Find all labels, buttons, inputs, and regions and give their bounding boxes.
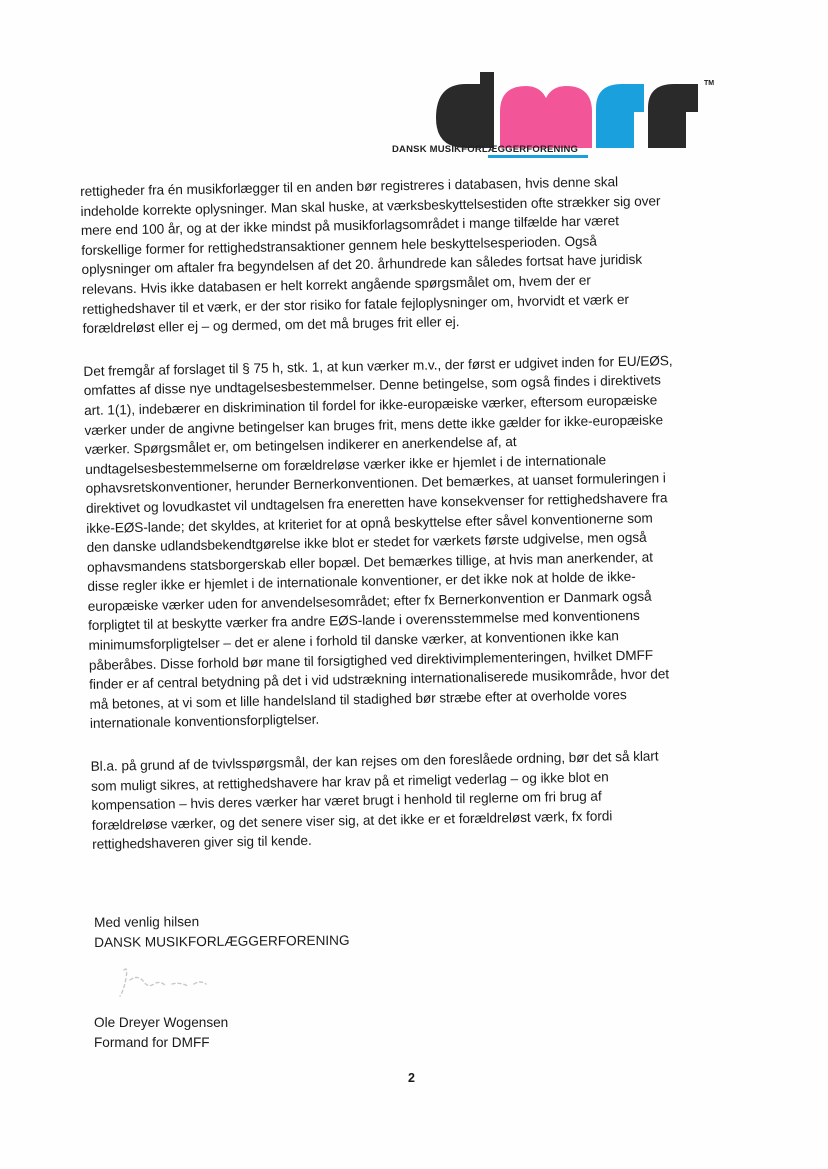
paragraph xyxy=(80,170,733,339)
closing-greeting: Med venlig hilsen xyxy=(94,914,200,930)
text-line: omfattes af disse nye undtagelsesbestemmelser. Denne betingelse, som også findes i direktivets xyxy=(83,372,661,399)
text-line: forældreløst eller ej – og dermed, om det må bruges frit eller ej. xyxy=(82,314,460,337)
text-line: art. 1(1), indebærer en diskrimination til fordel for ikke-europæiske værker, eftersom europæiske xyxy=(84,392,658,418)
text-line: undtagelsesbestemmelserne om forældreløse værker ikke er hjemlet i de internationale xyxy=(85,452,607,477)
dmff-wordmark-icon xyxy=(436,72,706,148)
paragraph xyxy=(83,350,740,734)
text-line: indeholde korrekte oplysninger. Man skal huske, at værksbeskyttelsestiden ofte strækker sig over xyxy=(80,192,661,219)
text-line: rettigheder fra én musikforlægger til en anden bør registreres i databasen, hvis denne skal xyxy=(80,174,619,199)
text-line: mere end 100 år, og at der ikke mindst på musikforlagsområdet i mange tilfælde har været xyxy=(80,213,620,239)
text-line: værker. Spørgsmålet er, om betingelsen indikerer en anerkendelse af, at xyxy=(84,434,517,458)
text-line: Det fremgår af forslaget til § 75 h, stk. 1, at kun værker m.v., der først er udgivet inden for EU/EØS, xyxy=(83,352,673,379)
text-line: rettighedshaveren giver sig til kende. xyxy=(92,833,312,853)
text-line: påberåbes. Disse forhold bør mane til forsigtighed ved direktivimplementeringen, hvilket DMFF xyxy=(88,647,654,673)
closing-organisation: DANSK MUSIKFORLÆGGERFORENING xyxy=(94,932,350,950)
handwritten-signature xyxy=(110,960,230,1004)
text-line: rettighedshaver til et værk, er der stor risiko for fatale fejloplysninger om, hvorvidt et værk er xyxy=(82,291,629,317)
text-line: europæiske værker uden for anvendelsesområdet; efter fx Bernerkonvention er Danmark også xyxy=(87,588,652,614)
text-line: forældreløse værker, og det senere viser sig, at det ikke er et forældreløst værk, fx fordi xyxy=(91,808,613,833)
text-line: kompensation – hvis deres værker har været brugt i henhold til reglerne om fri brug af xyxy=(91,788,602,814)
signer-name: Ole Dreyer Wogensen xyxy=(94,1015,229,1030)
text-line: ophavsretskonventioner, herunder Bernerkonventionen. Det bemærkes, at uanset formuleringen i xyxy=(85,470,666,497)
text-line: oplysninger om aftaler fra begyndelsen af det 20. århundrede kan således fortsat have juridisk xyxy=(81,252,643,278)
trademark-symbol: TM xyxy=(704,80,715,87)
text-line: relevans. Hvis ikke databasen er helt korrekt angående spørgsmålet om, hvem der er xyxy=(81,272,591,297)
letter-body xyxy=(80,170,743,878)
text-line: som muligt sikres, at rettighedshavere har krav på et rimeligt vederlag – og ikke blot en xyxy=(90,769,609,794)
page-number: 2 xyxy=(408,1071,415,1085)
dmff-logo xyxy=(388,72,718,162)
text-line: ikke-EØS-lande; det skyldes, at kriteriet for at opnå beskyttelse efter såvel konventionerne som xyxy=(86,510,653,536)
closing-block xyxy=(94,911,350,952)
text-line: værker under de angivne betingelser kan bruges frit, mens dette ikke gælder for ikke-europæiske xyxy=(84,411,664,438)
signer-title: Formand for DMFF xyxy=(94,1034,210,1050)
text-line: finder er af central betydning på det i vid udstrækning internationaliserede musikområde, hvor det xyxy=(89,666,670,693)
text-line: direktivet og lovudkastet vil undtagelsen fra eneretten have konsekvenser for rettighedshavere fra xyxy=(85,490,668,516)
text-line: må betones, at vi som et lille handelsland til stadighed bør stræbe efter at overholde vores xyxy=(89,686,627,712)
text-line: den danske udlandsbekendtgørelse ikke blot er stedet for værkets første udgivelse, men også xyxy=(86,529,647,556)
text-line: internationale konventionsforpligtelser. xyxy=(89,712,320,732)
text-line: disse regler ikke er hjemlet i de internationale konventioner, er det ikke nok at holde de ikke- xyxy=(87,569,636,595)
organisation-name: DANSK MUSIKFORLÆGGERFORENING xyxy=(392,144,579,155)
signer-block xyxy=(94,1013,228,1052)
text-line: Bl.a. på grund af de tvivlsspørgsmål, der kan rejses om den foreslåede ordning, bør det så klart xyxy=(90,748,659,774)
text-line: forskellige former for rettighedstransaktioner gennem hele beskyttelsesperioden. Også xyxy=(81,233,597,258)
paragraph xyxy=(91,745,743,855)
text-line: forpligtet til at beskytte værker fra andre EØS-lande i overensstemmelse med konventionens xyxy=(87,608,640,634)
text-line: minimumsforpligtelser – det er alene i forhold til danske værker, at konventionen ikke kan xyxy=(88,628,620,653)
text-line: ophavsmandens statsborgerskab eller bopæl. Det bemærkes tillige, at hvis man anerkender, at xyxy=(86,549,654,575)
logo-accent-bar xyxy=(488,155,588,158)
